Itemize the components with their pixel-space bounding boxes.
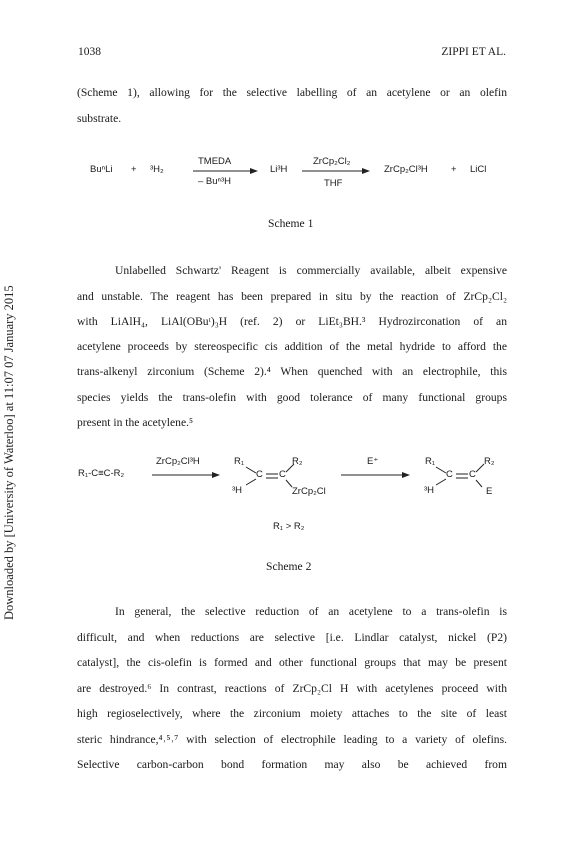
arrow-label-top: TMEDA — [198, 156, 232, 167]
reagent-butyllithium: BuⁿLi — [90, 164, 113, 175]
arrow-label-bottom: – Buⁿ³H — [198, 176, 232, 187]
body-line: and unstable. The reagent has been prepared in situ by the reaction of ZrCp₂Cl₂ — [77, 290, 507, 303]
carbon-label: C — [446, 469, 453, 480]
body-line: catalyst], the cis-olefin is formed and other functional groups that may be present — [77, 656, 507, 669]
scheme-2-caption: Scheme 2 — [266, 560, 312, 573]
arrowhead — [212, 472, 220, 478]
product-schwartz-reagent: ZrCp₂Cl³H — [384, 164, 428, 175]
tritium-label: ³H — [232, 485, 243, 496]
body-line: Unlabelled Schwartz' Reagent is commercially available, albeit expensive — [115, 264, 507, 277]
product-lithium-tritide: Li³H — [270, 164, 288, 175]
scheme-1-caption: Scheme 1 — [268, 217, 314, 230]
reagent-tritium: ³H₂ — [150, 164, 164, 175]
arrow-label-top: ZrCp₂Cl³H — [156, 456, 200, 467]
body-line: steric hindrance,⁴˒⁵˒⁷ with selection of electrophile leading to a variety of olefins. — [77, 733, 507, 746]
zirconium-group: ZrCp₂Cl — [292, 486, 326, 497]
arrow-label-top: E⁺ — [367, 456, 379, 467]
body-line: are destroyed.⁶ In contrast, reactions of ZrCp₂Cl H with acetylenes proceed with — [77, 682, 507, 695]
substituent-note: R₁ > R₂ — [273, 521, 305, 532]
electrophile-group: E — [486, 486, 493, 497]
body-line: substrate. — [77, 112, 122, 125]
body-line: with LiAlH₄, LiAl(OBuᵗ)₃H (ref. 2) or LiEt₃BH.³ Hydrozirconation of an — [77, 315, 507, 328]
body-line: In general, the selective reduction of an acetylene to a trans-olefin is — [115, 605, 507, 618]
arrow-label-top: ZrCp₂Cl₂ — [313, 156, 351, 167]
body-line: high regioselectively, where the zirconium moiety attaches to the site of least — [77, 707, 507, 720]
body-line: trans-alkenyl zirconium (Scheme 2).⁴ When quenched with an electrophile, this — [77, 365, 507, 378]
running-head: ZIPPI ET AL. — [441, 46, 506, 58]
body-line: present in the acetylene.⁵ — [77, 416, 194, 429]
carbon-label: C — [256, 469, 263, 480]
bond — [436, 479, 446, 485]
body-line: acetylene proceeds by stereospecific cis addition of the metal hydride to afford the — [77, 340, 507, 353]
page-number: 1038 — [78, 46, 101, 58]
plus-sign: + — [451, 164, 457, 175]
substituent-r1: R₁ — [425, 456, 436, 467]
substituent-r1: R₁ — [234, 456, 245, 467]
bond — [476, 464, 484, 472]
substituent-r2: R₂ — [292, 456, 303, 467]
bond — [246, 467, 256, 473]
body-line: species yields the trans-olefin with good tolerance of many functional groups — [77, 391, 507, 404]
carbon-label: C — [469, 469, 476, 480]
tritium-label: ³H — [424, 485, 435, 496]
download-watermark: Downloaded by [University of Waterloo] at 11:07 07 January 2015 — [2, 285, 16, 620]
arrow-label-bottom: THF — [324, 178, 343, 189]
reactant-alkyne: R₁-C≡C-R₂ — [78, 468, 125, 479]
arrowhead — [402, 472, 410, 478]
plus-sign: + — [131, 164, 137, 175]
bond — [246, 479, 256, 485]
body-line: difficult, and when reductions are selective [i.e. Lindlar catalyst, nickel (P2) — [77, 631, 507, 644]
bond — [476, 480, 482, 487]
body-line: (Scheme 1), allowing for the selective labelling of an acetylene or an olefin — [77, 86, 507, 99]
body-line: Selective carbon-carbon bond formation may also be achieved from — [77, 758, 507, 771]
bond — [436, 467, 446, 473]
product-licl: LiCl — [470, 164, 487, 175]
carbon-label: C — [279, 469, 286, 480]
substituent-r2: R₂ — [484, 456, 495, 467]
